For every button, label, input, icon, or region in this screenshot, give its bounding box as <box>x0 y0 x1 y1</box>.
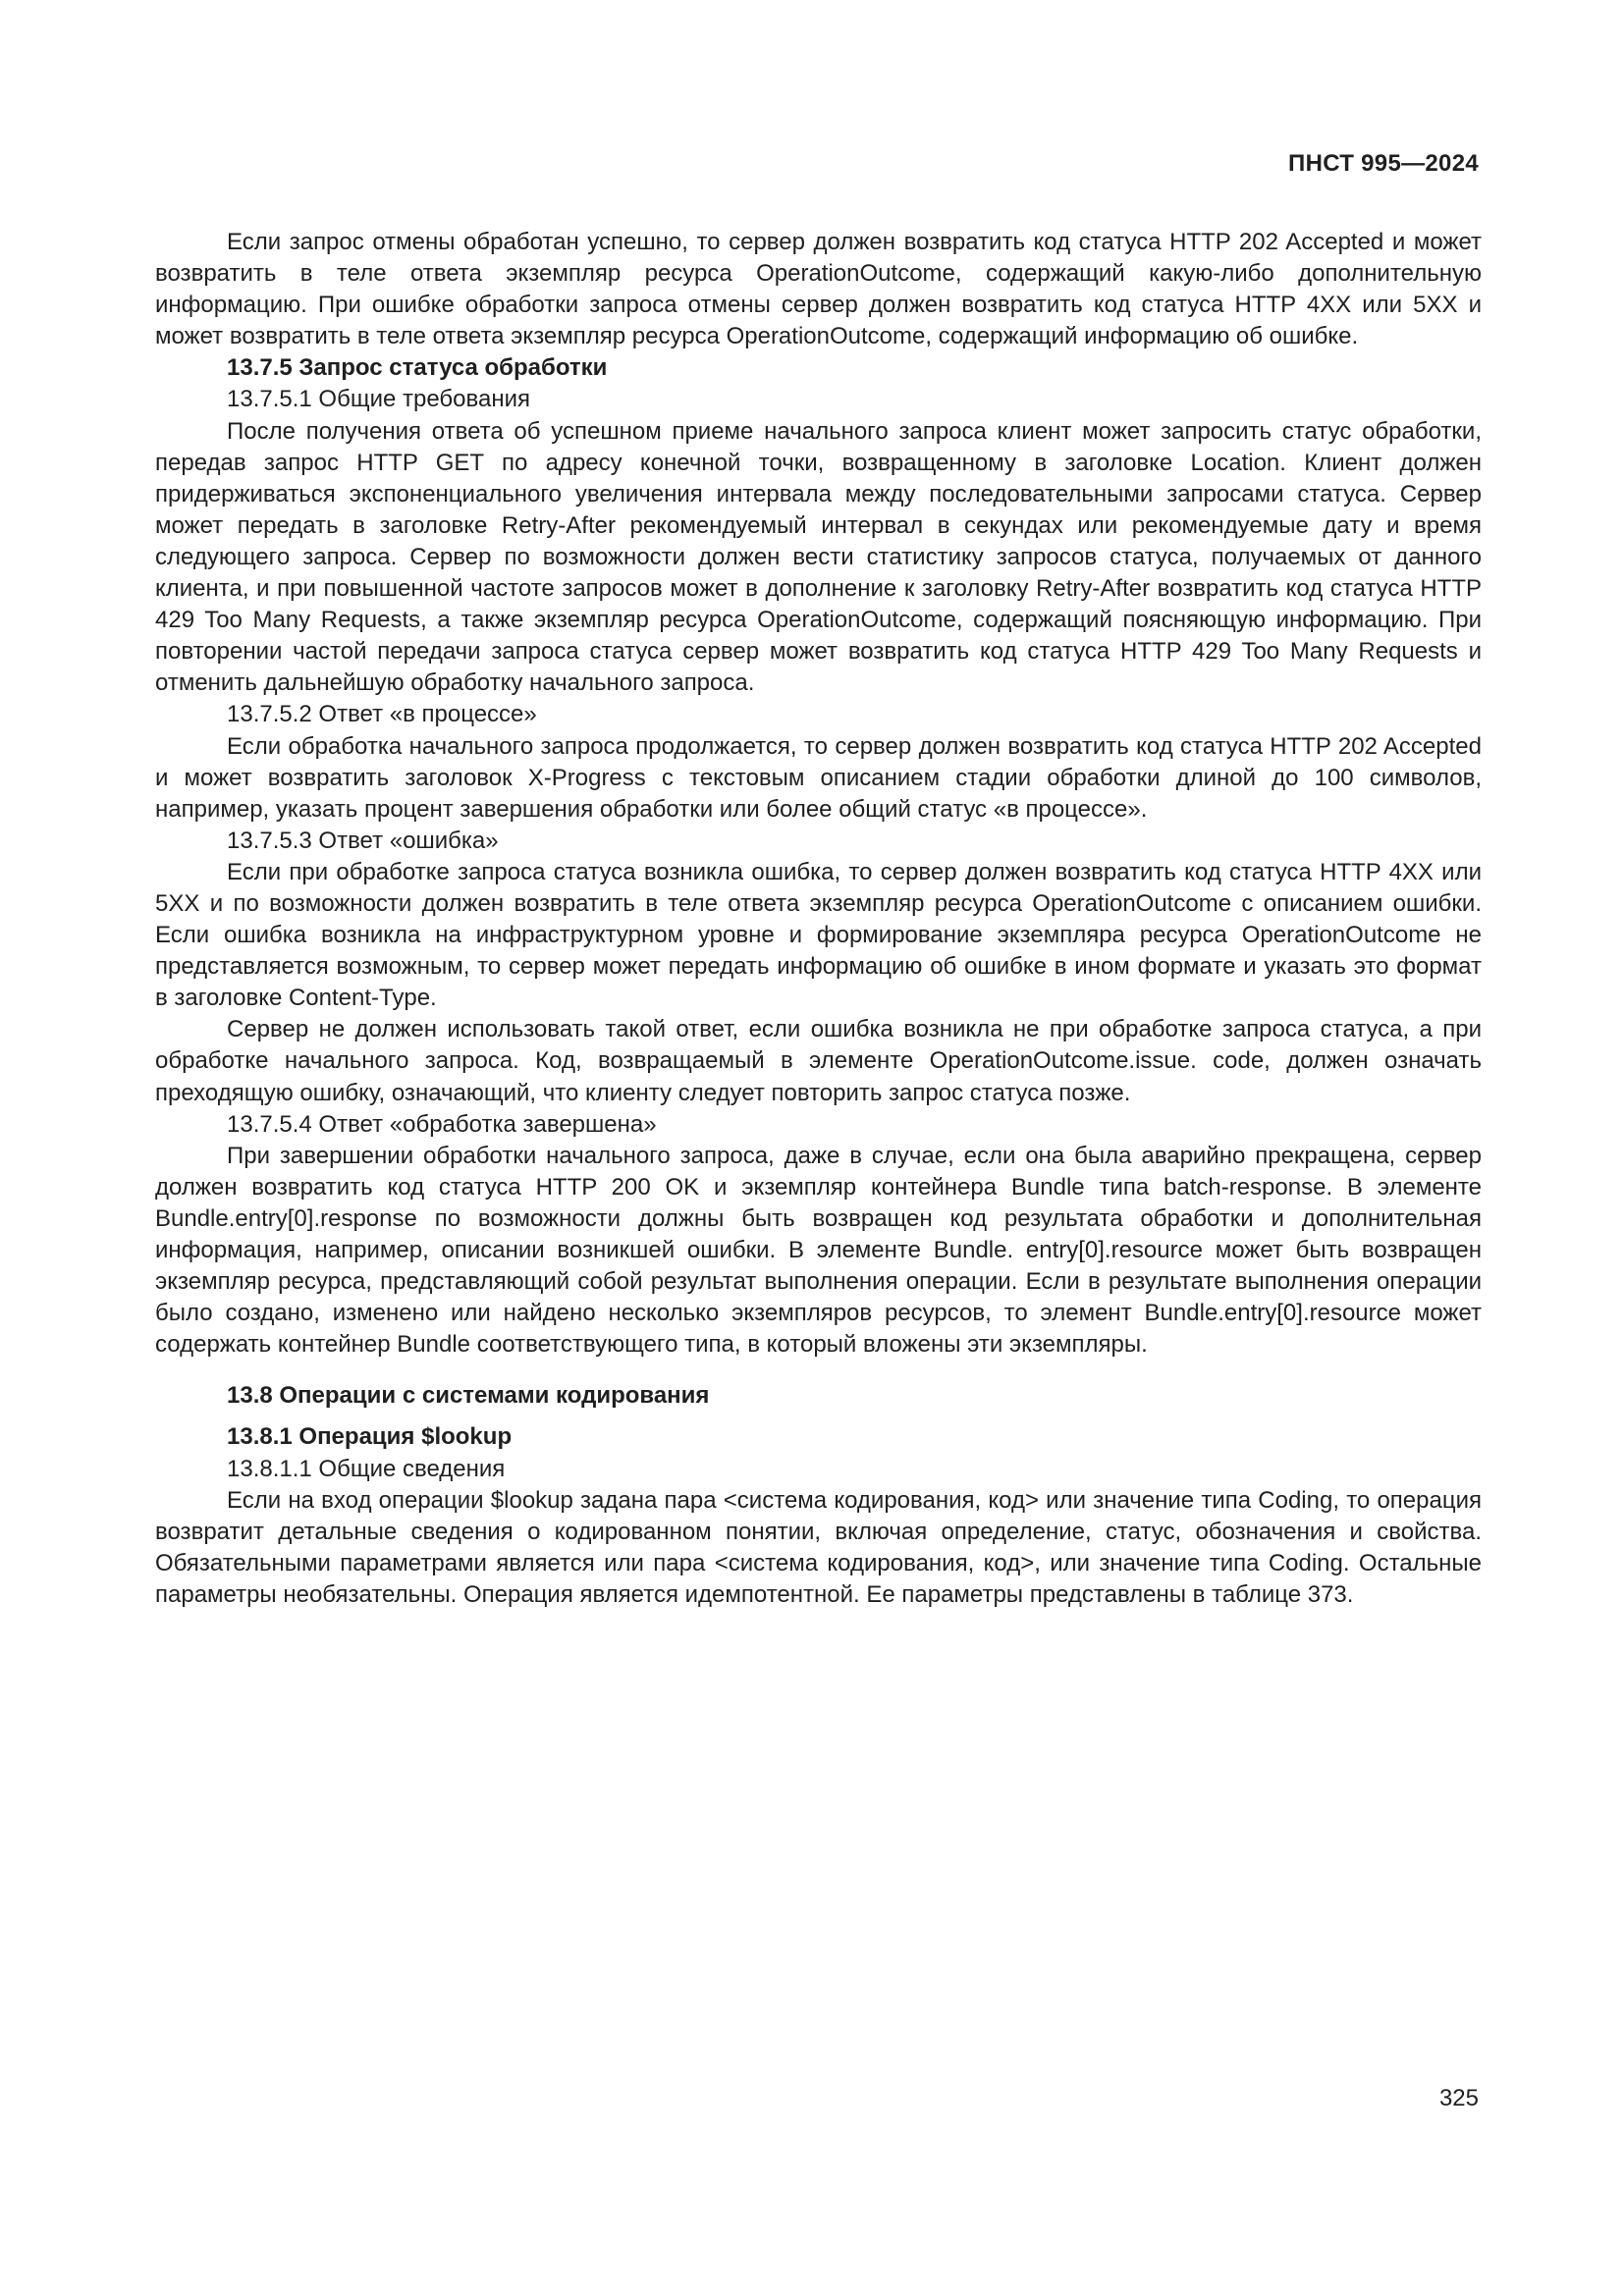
subheading-13-7-5-3: 13.7.5.3 Ответ «ошибка» <box>227 827 499 854</box>
paragraph-status-request: После получения ответа об успешном приеме начального запроса клиент может запросить статус обработки, передав запрос HTTP GET по адресу конечной точки, возвращенному в заголовке Location. Клиент должен придерживаться экспоненциального увеличения интервала между последовательными запросами статуса. Сервер может передать в заголовке Retry-After рекомендуемый интервал в секундах или рекомендуемые дату и время следующего запроса. Сервер по возможности должен вести статистику запросов статуса, получаемых от данного клиента, и при повышенной частоте запросов может в дополнение к заголовку Retry-After возвратить код статуса HTTP 429 Too Many Requests, а также экземпляр ресурса OperationOutcome, содержащий поясняющую информацию. При повторении частой передачи запроса статуса сервер может возвратить код статуса HTTP 429 Too Many Requests и отменить дальнейшую обработку начального запроса. <box>155 417 1482 697</box>
heading-13-8: 13.8 Операции с системами кодирования <box>227 1382 710 1410</box>
subheading-13-7-5-1: 13.7.5.1 Общие требования <box>227 386 530 413</box>
paragraph-in-progress: Если обработка начального запроса продолжается, то сервер должен возвратить код статуса HTTP 202 Accepted и может возвратить заголовок X-Progress с текстовым описанием стадии обработки длиной до 100 символов, например, указать процент завершения обработки или более общий статус «в процессе». <box>155 732 1482 823</box>
subheading-13-8-1-1: 13.8.1.1 Общие сведения <box>227 1455 506 1482</box>
heading-13-7-5: 13.7.5 Запрос статуса обработки <box>227 354 608 382</box>
page-number: 325 <box>1438 2085 1479 2111</box>
heading-13-8-1: 13.8.1 Операция $lookup <box>227 1423 513 1451</box>
page-body <box>155 227 1482 1611</box>
paragraph-lookup: Если на вход операции $lookup задана пара <система кодирования, код> или значение типа Coding, то операция возвратит детальные сведения о кодированном понятии, включая определение, статус, обозначения и свойства. Обязательными параметрами является или пара <система кодирования, код>, или значение типа Coding. Остальные параметры необязательны. Операция является идемпотентной. Ее параметры представлены в таблице 373. <box>155 1486 1482 1608</box>
paragraph-completed: При завершении обработки начального запроса, даже в случае, если она была аварийно прекращена, сервер должен возвратить код статуса HTTP 200 OK и экземпляр контейнера Bundle типа batch-response. В элементе Bundle.entry[0].response по возможности должны быть возвращен код результата обработки и дополнительная информация, например, описании возникшей ошибки. В элементе Bundle. entry[0].resource может быть возвращен экземпляр ресурса, представляющий собой результат выполнения операции. Если в результате выполнения операции было создано, изменено или найдено несколько экземпляров ресурсов, то элемент Bundle.entry[0].resource может содержать контейнер Bundle соответствующего типа, в который вложены эти экземпляры. <box>155 1142 1482 1359</box>
document-code: ПНСТ 995—2024 <box>1288 150 1479 177</box>
subheading-13-7-5-2: 13.7.5.2 Ответ «в процессе» <box>227 701 537 728</box>
paragraph-error: Если при обработке запроса статуса возникла ошибка, то сервер должен возвратить код статуса HTTP 4XX или 5XX и по возможности должен возвратить в теле ответа экземпляр ресурса OperationOutcome с описанием ошибки. Если ошибка возникла на инфраструктурном уровне и формирование экземпляра ресурса OperationOutcome не представляется возможным, то сервер может передать информацию об ошибке в ином формате и указать это формат в заголовке Content-Type. <box>155 858 1482 1012</box>
paragraph-error-note: Сервер не должен использовать такой ответ, если ошибка возникла не при обработке запроса статуса, а при обработке начального запроса. Код, возвращаемый в элементе OperationOutcome.issue. code, должен означать преходящую ошибку, означающий, что клиенту следует повторить запрос статуса позже. <box>155 1016 1482 1106</box>
subheading-13-7-5-4: 13.7.5.4 Ответ «обработка завершена» <box>227 1110 657 1138</box>
paragraph-cancel-response: Если запрос отмены обработан успешно, то сервер должен возвратить код статуса HTTP 202 Accepted и может возвратить в теле ответа экземпляр ресурса OperationOutcome, содержащий какую-либо дополнительную информацию. При ошибке обработки запроса отмены сервер должен возвратить код статуса HTTP 4XX или 5XX и может возвратить в теле ответа экземпляр ресурса OperationOutcome, содержащий информацию об ошибке. <box>155 229 1482 350</box>
